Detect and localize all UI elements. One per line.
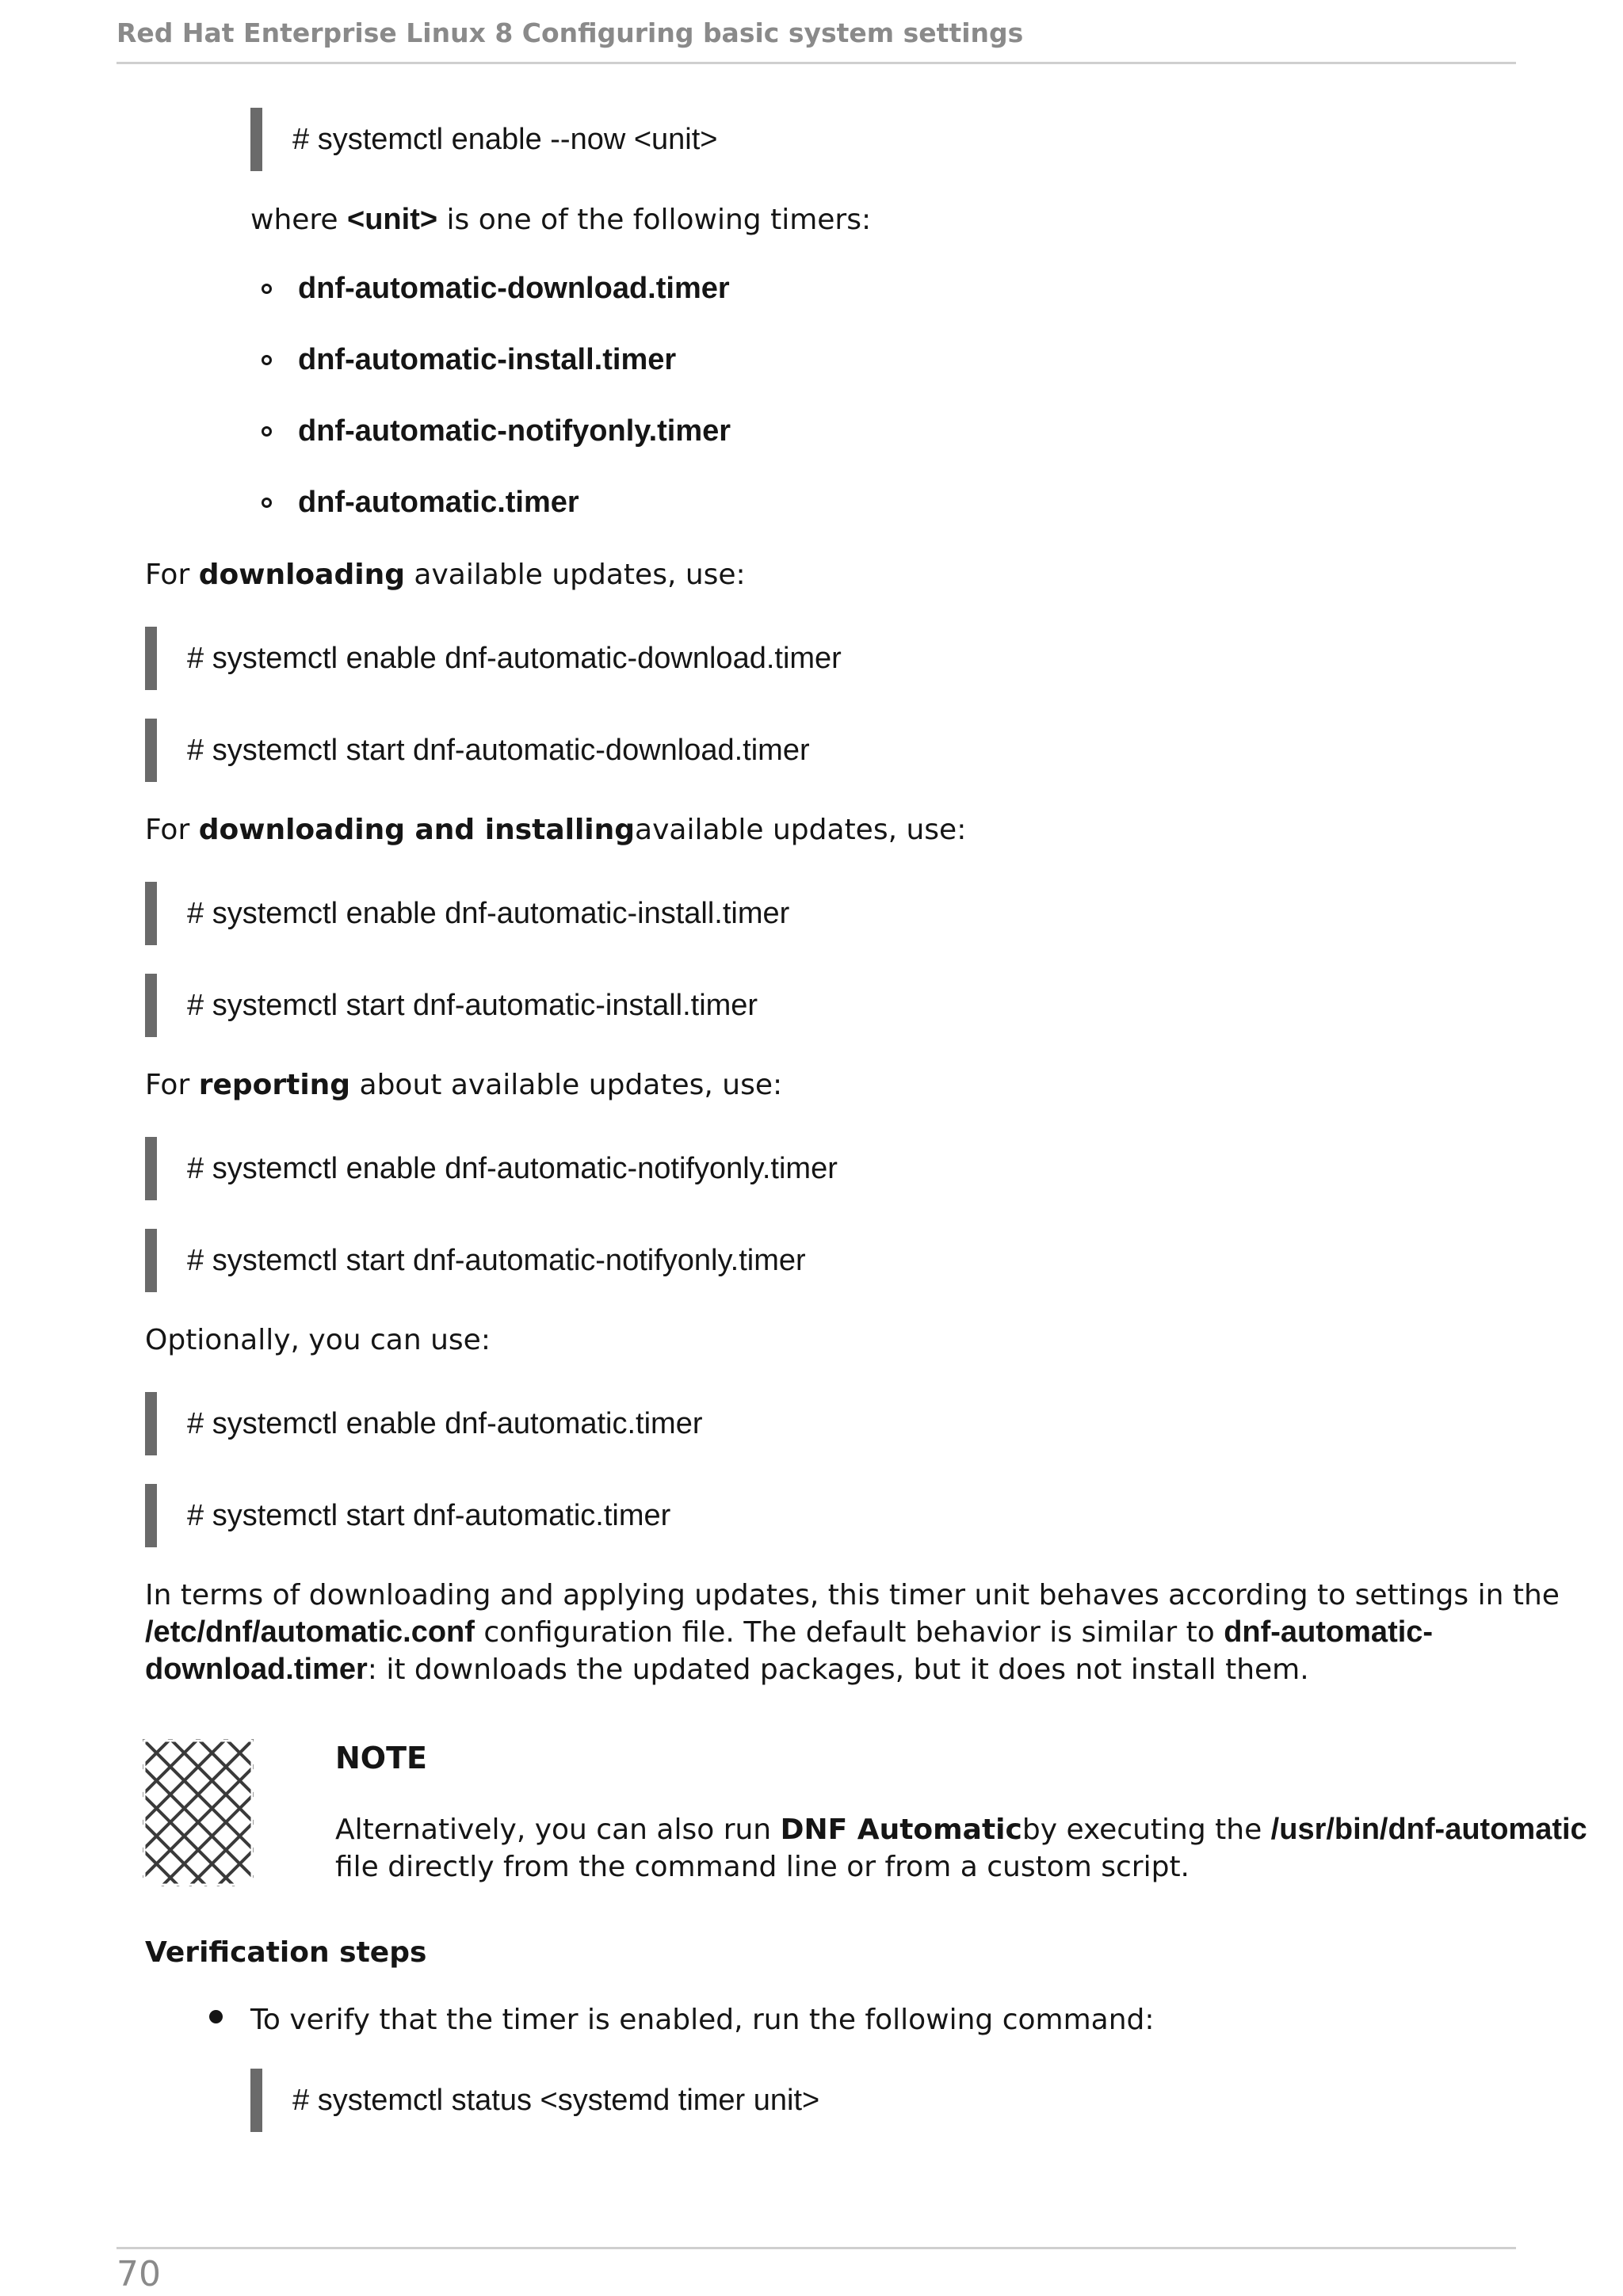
code-text: # systemctl start dnf-automatic.timer [187, 1498, 671, 1532]
downloading-paragraph [145, 556, 746, 593]
note-mid: by executing the [1022, 1814, 1271, 1846]
unit-placeholder: <unit> [347, 203, 438, 236]
para-bold: downloading and installing [198, 814, 636, 846]
code-block-bar [145, 882, 157, 945]
code-block-download-start [145, 719, 810, 782]
code-block-bar [145, 1137, 157, 1200]
code-block-enable-now [250, 108, 718, 171]
timer-ref-part2: download.timer [145, 1653, 368, 1686]
timer-list-item [262, 343, 676, 377]
para-post: available updates, use: [404, 559, 746, 591]
code-block-bar [145, 974, 157, 1037]
code-block-download-enable [145, 627, 842, 690]
para-bold: downloading [198, 559, 405, 591]
note-body [335, 1811, 1587, 1886]
code-text: # systemctl status <systemd timer unit> [292, 2083, 820, 2117]
para-post: available updates, use: [635, 814, 967, 846]
code-text: # systemctl enable --now <unit> [292, 122, 718, 156]
code-block-bar [145, 1229, 157, 1292]
code-text: # systemctl enable dnf-automatic.timer [187, 1406, 703, 1440]
code-block-bar [145, 1392, 157, 1455]
timer-list-item [262, 272, 730, 306]
note-title: NOTE [335, 1741, 427, 1775]
timer-list-item [262, 414, 731, 448]
code-text: # systemctl start dnf-automatic-install.timer [187, 988, 758, 1022]
code-block-bar [250, 2069, 262, 2132]
code-block-notify-start [145, 1229, 806, 1292]
code-text: # systemctl enable dnf-automatic-install.timer [187, 896, 790, 930]
note-icon [143, 1739, 254, 1886]
timer-name: dnf-automatic-install.timer [298, 343, 677, 376]
code-block-notify-enable [145, 1137, 838, 1200]
hollow-bullet-icon [262, 426, 272, 437]
timer-name: dnf-automatic.timer [298, 486, 579, 519]
header-divider [116, 62, 1516, 64]
reporting-paragraph [145, 1066, 782, 1104]
code-block-status [250, 2069, 819, 2132]
note-pre: Alternatively, you can also run [335, 1814, 781, 1846]
hollow-bullet-icon [262, 355, 272, 365]
terms-line-1: In terms of downloading and applying updates, this timer unit behaves according to settings in the [145, 1579, 1560, 1611]
timer-name: dnf-automatic-notifyonly.timer [298, 414, 731, 448]
where-unit-paragraph [250, 201, 871, 238]
optionally-paragraph: Optionally, you can use: [145, 1324, 491, 1356]
para-pre: For [145, 1069, 199, 1101]
para-pre: For [145, 814, 199, 846]
note-bold: DNF Automatic [780, 1814, 1022, 1846]
hollow-bullet-icon [262, 498, 272, 508]
hollow-bullet-icon [262, 284, 272, 294]
code-text: # systemctl enable dnf-automatic-notifyonly.timer [187, 1151, 838, 1185]
where-pre: where [250, 204, 348, 236]
downloading-installing-paragraph [145, 811, 966, 849]
timer-list-item [262, 486, 579, 520]
code-block-auto-enable [145, 1392, 703, 1455]
note-line-1 [335, 1811, 1587, 1848]
bullet-icon [209, 2010, 223, 2023]
timer-name: dnf-automatic-download.timer [298, 272, 730, 305]
verification-heading: Verification steps [145, 1936, 427, 1969]
config-path: /etc/dnf/automatic.conf [145, 1615, 475, 1649]
note-path: /usr/bin/dnf-automatic [1270, 1813, 1587, 1846]
code-block-bar [250, 108, 262, 171]
footer-divider [116, 2247, 1516, 2249]
code-block-bar [145, 627, 157, 690]
code-block-install-start [145, 974, 758, 1037]
code-block-install-enable [145, 882, 789, 945]
code-text: # systemctl start dnf-automatic-download.timer [187, 733, 810, 767]
code-block-auto-start [145, 1484, 670, 1547]
para-post: about available updates, use: [350, 1069, 783, 1101]
code-text: # systemctl start dnf-automatic-notifyonly.timer [187, 1243, 806, 1277]
note-line-2: file directly from the command line or from a custom script. [335, 1851, 1190, 1883]
verification-item: To verify that the timer is enabled, run the following command: [250, 2004, 1155, 2036]
para-bold: reporting [198, 1069, 351, 1101]
running-header: Red Hat Enterprise Linux 8 Configuring basic system settings [116, 17, 1024, 48]
code-block-bar [145, 719, 157, 782]
terms-line-3 [145, 1651, 1560, 1688]
where-post: is one of the following timers: [437, 204, 872, 236]
terms-paragraph [145, 1577, 1560, 1688]
para-pre: For [145, 559, 199, 591]
terms-post: : it downloads the updated packages, but it does not install them. [367, 1653, 1309, 1686]
terms-line-2 [145, 1614, 1560, 1651]
terms-mid: configuration file. The default behavior is similar to [474, 1616, 1224, 1649]
page-number: 70 [116, 2254, 161, 2294]
code-block-bar [145, 1484, 157, 1547]
timer-ref-part1: dnf-automatic- [1224, 1615, 1434, 1649]
code-text: # systemctl enable dnf-automatic-download.timer [187, 641, 842, 675]
